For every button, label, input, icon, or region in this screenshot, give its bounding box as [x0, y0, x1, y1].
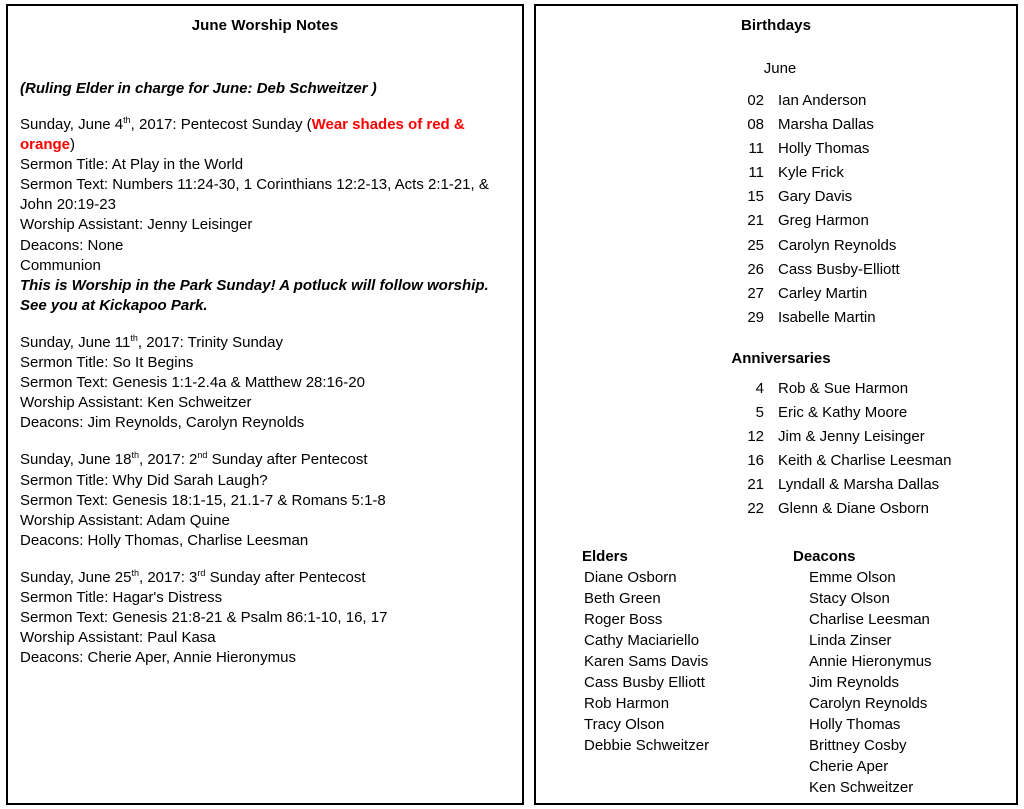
list-item: Beth Green — [584, 589, 661, 607]
list-item — [742, 163, 1004, 183]
date-ordinal-suffix: th — [131, 450, 139, 461]
list-item: Ken Schweitzer — [809, 778, 914, 796]
list-item — [742, 284, 1004, 304]
anniversary-day: 21 — [747, 476, 764, 494]
birthday-day: 29 — [747, 308, 764, 326]
birthday-day: 02 — [747, 92, 764, 109]
list-item — [742, 379, 1004, 399]
anniversary-day: 22 — [747, 500, 764, 518]
list-item: Jim Reynolds — [809, 673, 900, 691]
list-item — [742, 308, 1004, 328]
service-entry — [20, 115, 510, 316]
birthday-name: Marsha Dallas — [778, 116, 874, 134]
elders-heading: Elders — [582, 547, 628, 565]
list-item — [742, 115, 1004, 135]
page-title: June Worship Notes — [191, 17, 339, 34]
list-item — [742, 91, 1004, 111]
ruling-elder-note: (Ruling Elder in charge for June: Deb Schweitzer ) — [20, 80, 377, 97]
service-date-suffix: , 2017: Pentecost Sunday ( — [130, 116, 312, 133]
list-item — [742, 451, 1004, 471]
anniversary-name: Jim & Jenny Leisinger — [778, 428, 925, 446]
list-item: Holly Thomas — [809, 715, 901, 733]
list-item — [742, 187, 1004, 207]
service-date-tail: Sunday after Pentecost — [207, 451, 368, 469]
service-deacons: Deacons: None — [20, 236, 124, 254]
birthday-day: 27 — [747, 284, 764, 302]
date-ordinal-suffix: th — [130, 332, 138, 343]
service-entry — [20, 568, 510, 668]
birthday-name: Carolyn Reynolds — [778, 236, 897, 254]
service-date-prefix: Sunday, June 11 — [20, 333, 131, 351]
anniversary-day: 12 — [747, 428, 764, 446]
sermon-text: Sermon Text: Genesis 18:1-15, 21.1-7 & Romans 5:1-8 — [20, 491, 386, 509]
anniversary-day: 16 — [747, 452, 764, 470]
service-deacons: Deacons: Jim Reynolds, Carolyn Reynolds — [20, 414, 305, 432]
sermon-text: Sermon Text: Genesis 21:8-21 & Psalm 86:1-10, 16, 17 — [20, 609, 388, 627]
birthday-day: 11 — [748, 164, 764, 182]
list-item: Rob Harmon — [584, 694, 670, 712]
anniversary-name: Rob & Sue Harmon — [778, 379, 909, 397]
birthday-name: Cass Busby-Elliott — [778, 260, 900, 278]
birthday-name: Isabelle Martin — [778, 308, 876, 326]
service-date-tail: Sunday after Pentecost — [205, 568, 366, 586]
worship-assistant: Worship Assistant: Paul Kasa — [20, 629, 216, 647]
worship-notes-panel — [6, 4, 524, 805]
birthday-name: Gary Davis — [778, 188, 853, 206]
service-date-line — [20, 115, 510, 155]
list-item: Cathy Maciariello — [584, 631, 700, 649]
sermon-title: Sermon Title: So It Begins — [20, 354, 194, 372]
service-date-line — [20, 450, 510, 470]
list-item: Carolyn Reynolds — [809, 694, 928, 712]
sermon-text: Sermon Text: Numbers 11:24-30, 1 Corinthians 12:2-13, Acts 2:1-21, & John 20:19-23 — [20, 176, 489, 214]
anniversary-name: Keith & Charlise Leesman — [778, 452, 952, 470]
birthday-name: Carley Martin — [778, 284, 868, 302]
worship-assistant: Worship Assistant: Adam Quine — [20, 511, 230, 529]
service-date-suffix: , 2017: 2 — [139, 451, 198, 469]
birthday-day: 26 — [747, 260, 764, 278]
list-item: Tracy Olson — [584, 715, 665, 733]
sermon-title: Sermon Title: At Play in the World — [20, 156, 244, 174]
list-item: Linda Zinser — [809, 631, 892, 649]
anniversary-name: Glenn & Diane Osborn — [778, 500, 929, 518]
service-entry — [20, 450, 510, 550]
birthday-list — [548, 91, 1004, 328]
sermon-title: Sermon Title: Why Did Sarah Laugh? — [20, 471, 268, 489]
month-label: June — [763, 60, 797, 77]
list-item: Brittney Cosby — [809, 736, 907, 754]
list-item: Annie Hieronymus — [809, 652, 932, 670]
park-sunday-note: This is Worship in the Park Sunday! A potluck will follow worship. See you at Kickapoo Park. — [20, 276, 489, 314]
spacer — [20, 34, 510, 80]
service-date-prefix: Sunday, June 4 — [20, 116, 124, 133]
birthdays-title: Birthdays — [740, 17, 812, 34]
date-ordinal-suffix: th — [123, 115, 131, 125]
list-item: Karen Sams Davis — [584, 652, 709, 670]
service-entry — [20, 333, 510, 433]
list-item: Debbie Schweitzer — [584, 736, 710, 754]
service-date-close: ) — [70, 136, 76, 154]
worship-assistant: Worship Assistant: Ken Schweitzer — [20, 394, 252, 412]
service-date-line — [20, 568, 510, 588]
list-item — [742, 499, 1004, 519]
service-date-line — [20, 333, 510, 353]
list-item — [742, 236, 1004, 256]
anniversary-day: 5 — [755, 404, 764, 422]
birthday-name: Holly Thomas — [778, 140, 870, 158]
birthday-name: Kyle Frick — [778, 164, 844, 182]
birthday-day: 11 — [748, 140, 764, 158]
date-ordinal-suffix: th — [131, 567, 139, 578]
service-deacons: Deacons: Cherie Aper, Annie Hieronymus — [20, 649, 296, 667]
list-item — [742, 427, 1004, 447]
anniversary-day: 4 — [755, 379, 764, 397]
attire-highlight: Wear shades of red & orange — [20, 116, 465, 154]
ordinal-suffix-2: rd — [197, 567, 206, 578]
anniversary-name: Lyndall & Marsha Dallas — [778, 476, 940, 494]
service-date-suffix: , 2017: Trinity Sunday — [137, 333, 283, 351]
birthdays-panel — [534, 4, 1018, 805]
service-date-suffix: , 2017: 3 — [139, 568, 198, 586]
list-item — [742, 139, 1004, 159]
officers-columns — [548, 548, 1004, 800]
list-item: Roger Boss — [584, 610, 663, 628]
deacons-list — [793, 569, 1004, 796]
list-item — [742, 211, 1004, 231]
ordinal-suffix-2: nd — [197, 450, 208, 461]
birthday-day: 25 — [747, 236, 764, 254]
birthday-day: 15 — [747, 188, 764, 206]
birthday-day: 21 — [747, 212, 764, 230]
list-item — [742, 475, 1004, 495]
list-item: Stacy Olson — [809, 589, 890, 607]
anniversary-list — [548, 379, 1004, 520]
list-item — [742, 403, 1004, 423]
birthday-name: Ian Anderson — [778, 92, 867, 109]
deacons-heading: Deacons — [793, 547, 856, 565]
anniversaries-title: Anniversaries — [731, 349, 831, 367]
list-item: Charlise Leesman — [809, 610, 930, 628]
anniversary-name: Eric & Kathy Moore — [778, 404, 908, 422]
list-item: Emme Olson — [809, 568, 896, 586]
elders-list — [582, 569, 793, 754]
list-item: Cherie Aper — [809, 757, 889, 775]
list-item — [742, 260, 1004, 280]
service-deacons: Deacons: Holly Thomas, Charlise Leesman — [20, 531, 309, 549]
birthday-name: Greg Harmon — [778, 212, 869, 230]
sermon-text: Sermon Text: Genesis 1:1-2.4a & Matthew 28:16-20 — [20, 374, 365, 392]
list-item: Cass Busby Elliott — [584, 673, 705, 691]
sermon-title: Sermon Title: Hagar's Distress — [20, 588, 223, 606]
service-date-prefix: Sunday, June 25 — [20, 568, 132, 586]
birthday-day: 08 — [747, 116, 764, 134]
deacons-column — [793, 548, 1004, 800]
list-item: Diane Osborn — [584, 568, 677, 586]
elders-column — [582, 548, 793, 800]
service-date-prefix: Sunday, June 18 — [20, 451, 132, 469]
communion-note: Communion — [20, 256, 101, 274]
worship-assistant: Worship Assistant: Jenny Leisinger — [20, 216, 253, 234]
